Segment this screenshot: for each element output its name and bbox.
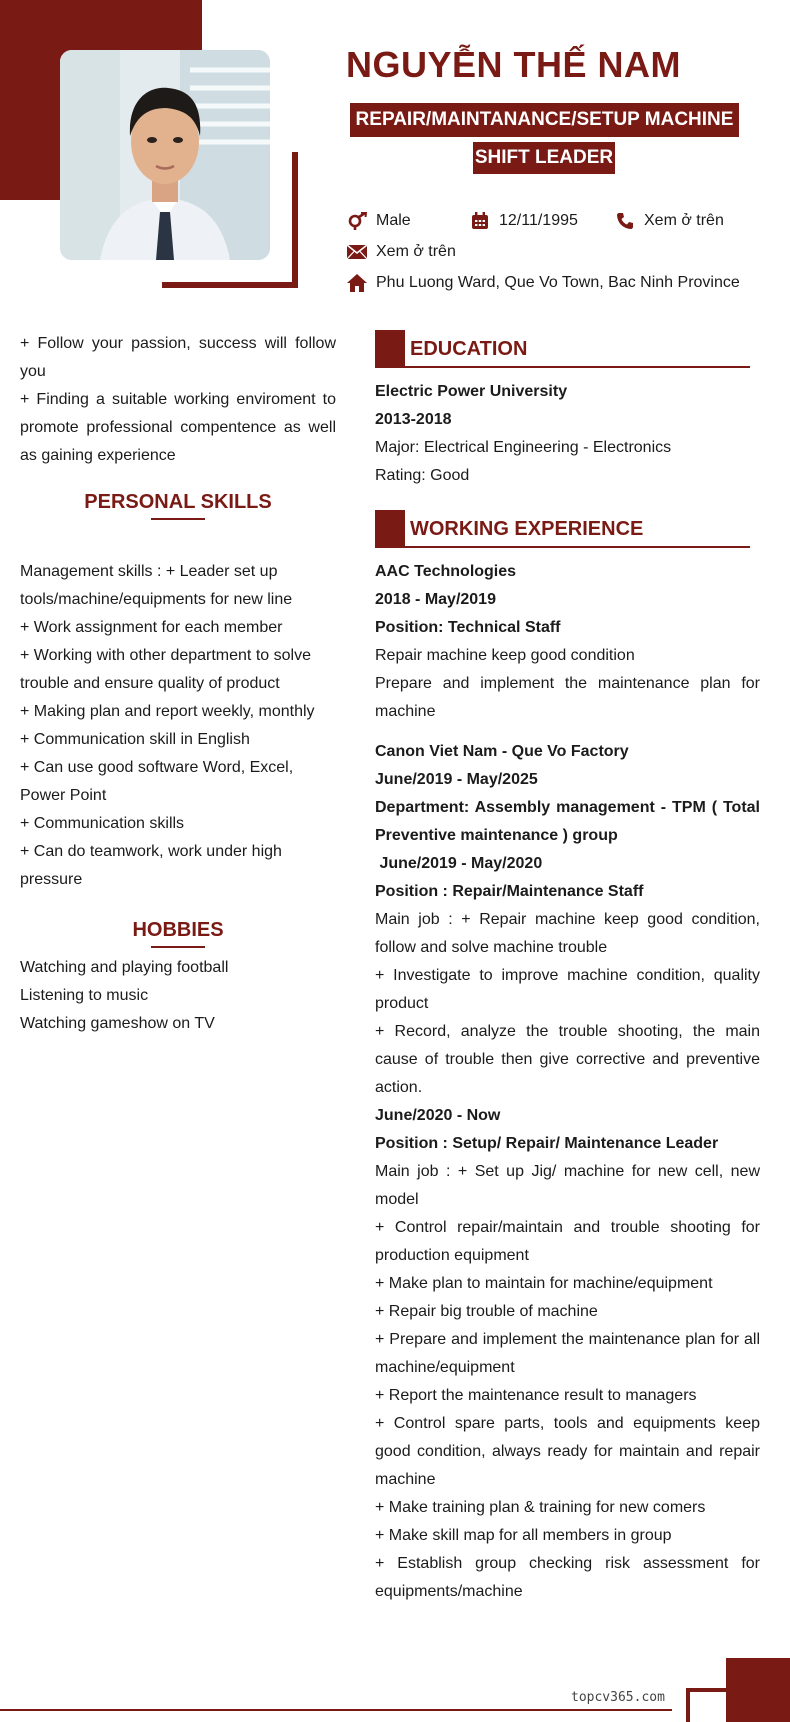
objective-line: + Follow your passion, success will follow you <box>20 335 336 380</box>
skill-item: + Communication skills <box>20 815 185 832</box>
personal-skills-section <box>20 488 336 894</box>
gender-row <box>346 212 411 230</box>
skill-item: + Working with other department to solve trouble and ensure quality of product <box>20 647 311 692</box>
heading-underline <box>151 518 205 520</box>
job-title-line-1: REPAIR/MAINTANANCE/SETUP MACHINE <box>350 103 739 137</box>
company-name: Canon Viet Nam - Que Vo Factory <box>375 743 629 760</box>
job-duty: + Repair big trouble of machine <box>375 1303 598 1320</box>
hobby-item: Watching gameshow on TV <box>20 1015 215 1032</box>
phone-row <box>614 212 724 230</box>
education-years: 2013-2018 <box>375 411 452 428</box>
personal-skills-heading: PERSONAL SKILLS <box>84 491 272 513</box>
job-aac <box>375 558 760 726</box>
skill-item: + Can do teamwork, work under high pressure <box>20 843 282 888</box>
school-name: Electric Power University <box>375 383 568 400</box>
hobby-item: Listening to music <box>20 987 149 1004</box>
job-duty: Repair machine keep good condition <box>375 647 635 664</box>
profile-photo <box>60 50 270 260</box>
gender-icon <box>346 212 368 230</box>
sub-position: Position : Repair/Maintenance Staff <box>375 883 644 900</box>
email-icon <box>346 243 368 261</box>
footer-watermark: topcv365.com <box>571 1690 665 1705</box>
hobbies-list <box>20 954 336 1038</box>
address-value: Phu Luong Ward, Que Vo Town, Bac Ninh Province <box>376 274 740 291</box>
education-header <box>375 330 750 368</box>
job-duty: + Make plan to maintain for machine/equipment <box>375 1275 713 1292</box>
company-name: AAC Technologies <box>375 563 517 580</box>
job-department: Department: Assembly management - TPM ( Total Preventive maintenance ) group <box>375 799 760 844</box>
sub-period: June/2020 - Now <box>375 1107 501 1124</box>
experience-header <box>375 510 750 548</box>
hobbies-section <box>20 916 336 1038</box>
job-duty: + Make training plan & training for new comers <box>375 1499 706 1516</box>
job-position: Position: Technical Staff <box>375 619 561 636</box>
calendar-icon <box>469 212 491 230</box>
skill-item: + Work assignment for each member <box>20 619 283 636</box>
birthday-value: 12/11/1995 <box>499 212 578 229</box>
job-duty: + Establish group checking risk assessment for equipments/machine <box>375 1555 760 1600</box>
education-major: Major: Electrical Engineering - Electronics <box>375 439 672 456</box>
job-duty: + Investigate to improve machine condition, quality product <box>375 967 760 1012</box>
job-duty: + Control spare parts, tools and equipments keep good condition, always ready for maintain and repair machine <box>375 1415 760 1488</box>
job-duty: Main job : + Set up Jig/ machine for new cell, new model <box>375 1163 760 1208</box>
footer-divider <box>0 1709 672 1711</box>
right-column <box>375 330 760 1606</box>
job-canon <box>375 738 760 1606</box>
job-period: 2018 - May/2019 <box>375 591 496 608</box>
education-heading: EDUCATION <box>410 338 528 360</box>
sub-position: Position : Setup/ Repair/ Maintenance Leader <box>375 1135 719 1152</box>
education-rating: Rating: Good <box>375 467 470 484</box>
footer-decor-block <box>726 1658 790 1722</box>
footer-decor-frame <box>686 1688 730 1722</box>
sub-period: June/2019 - May/2020 <box>375 855 543 872</box>
heading-underline <box>151 946 205 948</box>
home-icon <box>346 274 368 292</box>
job-duty: + Make skill map for all members in group <box>375 1527 672 1544</box>
skill-item: + Can use good software Word, Excel, Power Point <box>20 759 294 804</box>
objective-line: + Finding a suitable working enviroment to promote professional compentence as well as gaining experience <box>20 391 336 464</box>
candidate-name: NGUYỄN THẾ NAM <box>346 44 682 85</box>
job-duty: + Report the maintenance result to managers <box>375 1387 697 1404</box>
job-duty: Main job : + Repair machine keep good condition, follow and solve machine trouble <box>375 911 760 956</box>
section-marker <box>375 330 405 368</box>
skills-list <box>20 558 336 894</box>
address-row <box>346 274 740 292</box>
hobbies-heading: HOBBIES <box>132 919 224 941</box>
education-section <box>375 330 760 490</box>
phone-icon <box>614 212 636 230</box>
job-title-line-2: SHIFT LEADER <box>473 142 615 174</box>
job-period: June/2019 - May/2025 <box>375 771 538 788</box>
career-objective <box>20 330 336 470</box>
skill-item: Management skills : + Leader set up tools/machine/equipments for new line <box>20 563 293 608</box>
skill-item: + Communication skill in English <box>20 731 250 748</box>
email-row <box>346 243 456 261</box>
left-column <box>20 330 336 1038</box>
hobby-item: Watching and playing football <box>20 959 229 976</box>
job-duty: + Record, analyze the trouble shooting, the main cause of trouble then give corrective and preventive action. <box>375 1023 760 1096</box>
email-value: Xem ở trên <box>376 243 456 260</box>
birthday-row <box>469 212 578 230</box>
skill-item: + Making plan and report weekly, monthly <box>20 703 315 720</box>
experience-section <box>375 510 760 1606</box>
experience-heading: WORKING EXPERIENCE <box>410 518 644 540</box>
job-duty: Prepare and implement the maintenance plan for machine <box>375 675 760 720</box>
phone-value: Xem ở trên <box>644 212 724 229</box>
job-duty: + Control repair/maintain and trouble shooting for production equipment <box>375 1219 760 1264</box>
section-marker <box>375 510 405 548</box>
gender-value: Male <box>376 212 411 229</box>
job-duty: + Prepare and implement the maintenance plan for all machine/equipment <box>375 1331 760 1376</box>
